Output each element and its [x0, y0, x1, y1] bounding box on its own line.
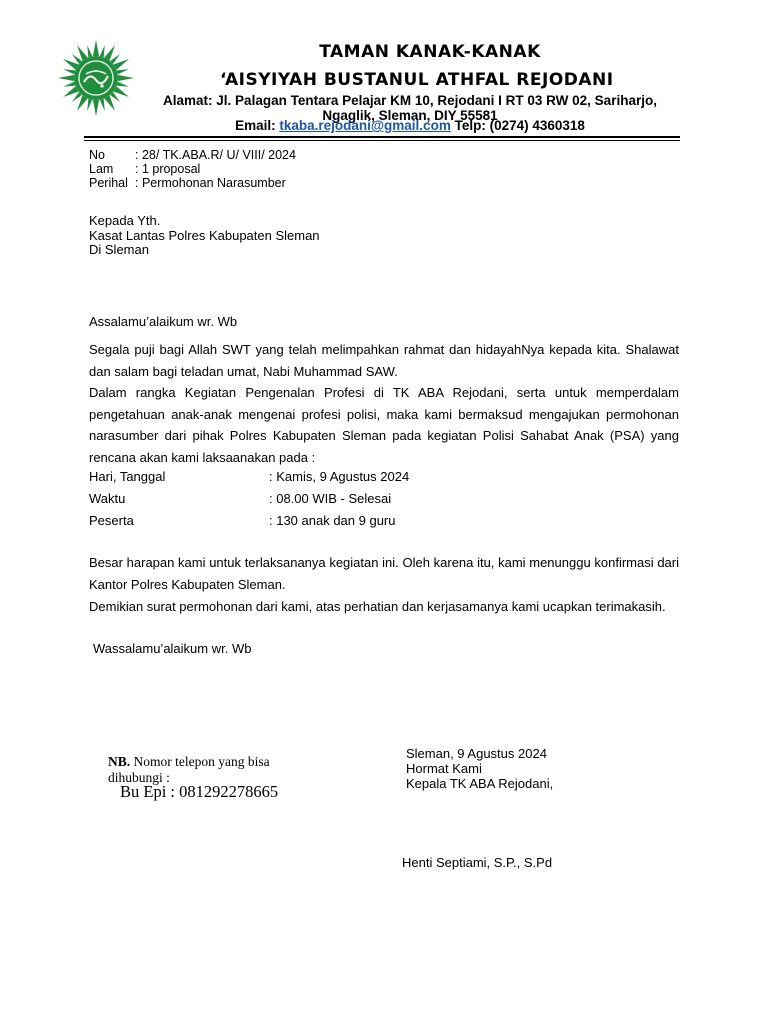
signature-position: Kepala TK ABA Rejodani, — [406, 776, 554, 791]
meta-value: : 1 proposal — [135, 162, 201, 176]
detail-key: Hari, Tanggal — [89, 469, 166, 484]
signature-block — [406, 746, 553, 791]
detail-row-date — [89, 466, 679, 488]
letter-meta — [89, 148, 296, 190]
note-text: Nomor telepon yang bisa dihubungi : — [108, 754, 270, 785]
email-link[interactable]: tkaba.rejodani@gmail.com — [279, 118, 451, 133]
detail-value: : Kamis, 9 Agustus 2024 — [269, 469, 410, 484]
school-name-heading: ‘AISYIYAH BUSTANUL ATHFAL REJODANI — [220, 70, 614, 90]
meta-key: Lam — [89, 162, 114, 176]
letterhead-divider-thin — [84, 140, 680, 141]
meta-value: : Permohonan Narasumber — [135, 176, 286, 190]
recipient-salutation: Kepada Yth. — [89, 213, 161, 228]
letterhead-divider — [84, 136, 680, 138]
detail-row-time — [89, 488, 679, 510]
detail-key: Peserta — [89, 513, 134, 528]
signature-regards: Hormat Kami — [406, 761, 482, 776]
school-type-heading: TAMAN KANAK-KANAK — [319, 42, 541, 62]
note-label: NB. — [108, 754, 131, 769]
meta-row-attachment — [89, 162, 296, 176]
detail-key: Waktu — [89, 491, 126, 506]
meta-key: No — [89, 148, 105, 162]
detail-value: : 08.00 WIB - Selesai — [269, 491, 392, 506]
recipient-location: Di Sleman — [89, 242, 149, 257]
recipient-block — [89, 214, 320, 258]
phone-number: Telp: (0274) 4360318 — [454, 118, 585, 133]
meta-key: Perihal — [89, 176, 128, 190]
paragraph-opening: Segala puji bagi Allah SWT yang telah melimpahkan rahmat dan hidayahNya kepada kita. Shalawat dan salam bagi teladan umat, Nabi Muhammad SAW. — [89, 342, 679, 379]
detail-row-participants — [89, 510, 679, 532]
school-contact — [140, 118, 680, 133]
school-logo-icon — [56, 38, 136, 118]
event-details — [89, 466, 679, 532]
greeting: Assalamu’alaikum wr. Wb — [89, 314, 238, 329]
meta-row-subject — [89, 176, 296, 190]
meta-value: : 28/ TK.ABA.R/ U/ VIII/ 2024 — [135, 148, 296, 162]
email-label: Email: — [235, 118, 276, 133]
detail-value: : 130 anak dan 9 guru — [269, 513, 396, 528]
paragraph-request: Dalam rangka Kegiatan Pengenalan Profesi di TK ABA Rejodani, serta untuk memperdalam pengetahuan anak-anak mengenai profesi polisi, maka kami bermaksud mengajukan permohonan narasumber dari pihak Polres Kabupaten Sleman pada kegiatan Polisi Sahabat Anak (PSA) yang rencana akan kami laksaanakan pada : — [89, 385, 679, 465]
signature-place-date: Sleman, 9 Agustus 2024 — [406, 746, 547, 761]
meta-row-number — [89, 148, 296, 162]
recipient-name: Kasat Lantas Polres Kabupaten Sleman — [89, 227, 320, 243]
school-address: Alamat: Jl. Palagan Tentara Pelajar KM 10, Rejodani I RT 03 RW 02, Sariharjo, Ngaglik, Sleman, DIY 55581 — [163, 93, 657, 123]
paragraph-hope: Besar harapan kami untuk terlaksananya kegiatan ini. Oleh karena itu, kami menunggu konfirmasi dari Kantor Polres Kabupaten Sleman. — [89, 555, 679, 592]
paragraph-closing: Demikian surat permohonan dari kami, atas perhatian dan kerjasamanya kami ucapkan terimakasih. — [89, 599, 666, 614]
closing-greeting: Wassalamu’alaikum wr. Wb — [93, 641, 252, 656]
signer-name: Henti Septiami, S.P., S.Pd — [402, 855, 553, 870]
contact-phone: Bu Epi : 081292278665 — [120, 782, 279, 801]
